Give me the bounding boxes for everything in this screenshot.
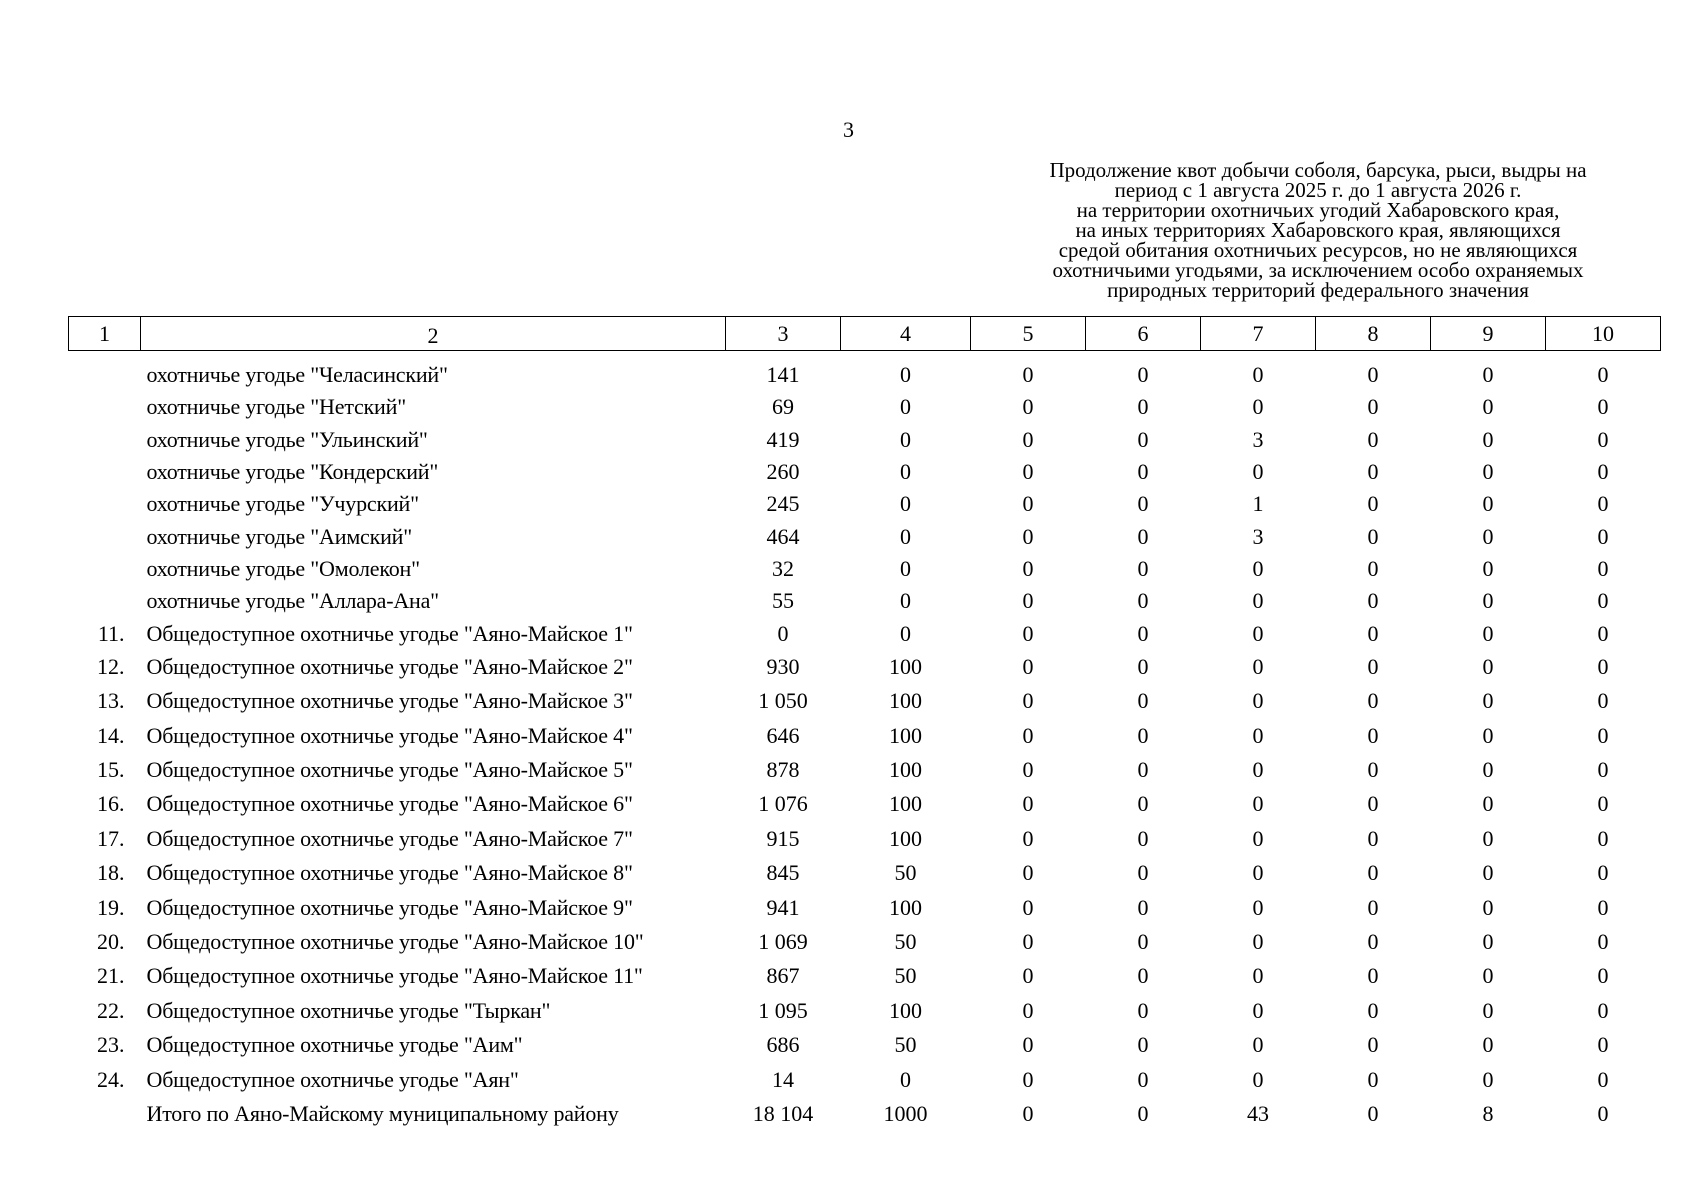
cell-col-8: 0 bbox=[1367, 523, 1379, 549]
cell-col-7: 0 bbox=[1252, 825, 1264, 851]
cell-col-4: 0 bbox=[900, 1066, 911, 1092]
cell-col-5: 0 bbox=[1022, 928, 1034, 954]
cell-col-5: 0 bbox=[1022, 588, 1034, 614]
cell-col-9: 0 bbox=[1482, 653, 1494, 679]
cell-col-5: 0 bbox=[1022, 791, 1034, 817]
row-name: Общедоступное охотничье угодье "Аяно-Майское 2" bbox=[146, 653, 633, 679]
cell-col-6: 0 bbox=[1137, 688, 1149, 714]
table-row bbox=[69, 1097, 1661, 1131]
cell-col-8: 0 bbox=[1367, 825, 1379, 851]
row-name: Общедоступное охотничье угодье "Аяно-Майское 6" bbox=[146, 791, 633, 817]
cell-col-4: 0 bbox=[900, 491, 911, 517]
cell-col-10: 0 bbox=[1597, 860, 1609, 886]
cell-col-4: 50 bbox=[894, 928, 917, 954]
row-name: Общедоступное охотничье угодье "Аим" bbox=[146, 1032, 523, 1058]
cell-col-10: 0 bbox=[1597, 722, 1609, 748]
row-name: охотничье угодье "Ульинский" bbox=[146, 426, 428, 452]
title-line: охотничьими угодьями, за исключением особо охраняемых bbox=[1052, 258, 1584, 282]
table-row bbox=[69, 994, 1661, 1028]
cell-col-7: 0 bbox=[1252, 459, 1264, 485]
cell-col-7: 0 bbox=[1252, 620, 1264, 646]
row-number: 19. bbox=[97, 894, 125, 920]
table-row bbox=[69, 822, 1661, 856]
cell-col-9: 0 bbox=[1482, 426, 1494, 452]
quota-table bbox=[68, 316, 1661, 1131]
cell-col-4: 0 bbox=[900, 588, 911, 614]
cell-col-4: 100 bbox=[889, 997, 922, 1023]
table-row bbox=[69, 585, 1661, 617]
cell-col-9: 0 bbox=[1482, 555, 1494, 581]
cell-col-8: 0 bbox=[1367, 722, 1379, 748]
cell-col-3: 464 bbox=[766, 523, 800, 549]
row-name: Общедоступное охотничье угодье "Аяно-Майское 7" bbox=[146, 825, 633, 851]
cell-col-9: 0 bbox=[1482, 394, 1494, 420]
row-name: Общедоступное охотничье угодье "Аяно-Майское 10" bbox=[146, 928, 644, 954]
column-header-8: 8 bbox=[1316, 317, 1431, 351]
cell-col-8: 0 bbox=[1367, 997, 1379, 1023]
column-header-10: 10 bbox=[1546, 317, 1661, 351]
cell-col-9: 0 bbox=[1482, 459, 1494, 485]
cell-col-7: 0 bbox=[1252, 1066, 1264, 1092]
cell-col-9: 8 bbox=[1482, 1100, 1494, 1126]
document-title bbox=[998, 160, 1638, 300]
cell-col-4: 50 bbox=[894, 1032, 917, 1058]
cell-col-8: 0 bbox=[1367, 394, 1379, 420]
cell-col-3: 646 bbox=[766, 722, 800, 748]
cell-col-10: 0 bbox=[1597, 825, 1609, 851]
cell-col-9: 0 bbox=[1482, 588, 1494, 614]
cell-col-7: 0 bbox=[1252, 997, 1264, 1023]
cell-col-6: 0 bbox=[1137, 523, 1149, 549]
table-row bbox=[69, 456, 1661, 488]
table-row bbox=[69, 520, 1661, 552]
table-row bbox=[69, 718, 1661, 752]
row-name: охотничье угодье "Омолекон" bbox=[146, 555, 420, 581]
cell-col-8: 0 bbox=[1367, 426, 1379, 452]
table-header bbox=[69, 317, 1661, 351]
row-number: 12. bbox=[97, 653, 125, 679]
cell-col-3: 245 bbox=[766, 491, 800, 517]
cell-col-8: 0 bbox=[1367, 928, 1379, 954]
cell-col-7: 3 bbox=[1252, 426, 1264, 452]
cell-col-3: 878 bbox=[766, 757, 800, 783]
row-name: Общедоступное охотничье угодье "Аяно-Майское 1" bbox=[146, 620, 633, 646]
cell-col-3: 867 bbox=[766, 963, 800, 989]
row-number: 23. bbox=[97, 1032, 125, 1058]
table-row bbox=[69, 753, 1661, 787]
cell-col-8: 0 bbox=[1367, 757, 1379, 783]
row-name: охотничье угодье "Кондерский" bbox=[146, 459, 439, 485]
cell-col-9: 0 bbox=[1482, 688, 1494, 714]
cell-col-6: 0 bbox=[1137, 722, 1149, 748]
cell-col-6: 0 bbox=[1137, 963, 1149, 989]
title-line: на иных территориях Хабаровского края, являющихся bbox=[1075, 218, 1561, 242]
cell-col-4: 0 bbox=[900, 620, 911, 646]
row-name: Общедоступное охотничье угодье "Аяно-Майское 5" bbox=[146, 757, 633, 783]
cell-col-5: 0 bbox=[1022, 860, 1034, 886]
cell-col-3: 32 bbox=[772, 555, 794, 581]
cell-col-4: 100 bbox=[889, 791, 922, 817]
table-body bbox=[69, 351, 1661, 1132]
cell-col-7: 0 bbox=[1252, 722, 1264, 748]
row-number: 14. bbox=[97, 722, 125, 748]
cell-col-7: 0 bbox=[1252, 963, 1264, 989]
cell-col-8: 0 bbox=[1367, 362, 1379, 388]
cell-col-3: 18 104 bbox=[752, 1100, 814, 1126]
cell-col-5: 0 bbox=[1022, 825, 1034, 851]
column-header-7: 7 bbox=[1201, 317, 1316, 351]
cell-col-5: 0 bbox=[1022, 491, 1034, 517]
cell-col-6: 0 bbox=[1137, 894, 1149, 920]
cell-col-5: 0 bbox=[1022, 688, 1034, 714]
cell-col-5: 0 bbox=[1022, 362, 1034, 388]
cell-col-3: 930 bbox=[766, 653, 800, 679]
column-header-5: 5 bbox=[971, 317, 1086, 351]
cell-col-4: 100 bbox=[889, 722, 922, 748]
row-number bbox=[69, 520, 141, 552]
cell-col-10: 0 bbox=[1597, 1066, 1609, 1092]
cell-col-8: 0 bbox=[1367, 894, 1379, 920]
row-number bbox=[69, 424, 141, 456]
cell-col-7: 0 bbox=[1252, 860, 1264, 886]
cell-col-5: 0 bbox=[1022, 722, 1034, 748]
row-number bbox=[69, 553, 141, 585]
cell-col-7: 1 bbox=[1252, 491, 1264, 517]
cell-col-5: 0 bbox=[1022, 620, 1034, 646]
cell-col-4: 0 bbox=[900, 394, 911, 420]
cell-col-4: 100 bbox=[889, 894, 922, 920]
table-row bbox=[69, 787, 1661, 821]
cell-col-7: 0 bbox=[1252, 394, 1264, 420]
cell-col-3: 419 bbox=[766, 426, 800, 452]
cell-col-6: 0 bbox=[1137, 426, 1149, 452]
cell-col-10: 0 bbox=[1597, 523, 1609, 549]
table-spacer bbox=[69, 351, 1661, 360]
row-number bbox=[69, 359, 141, 391]
cell-col-10: 0 bbox=[1597, 459, 1609, 485]
cell-col-4: 1000 bbox=[883, 1100, 928, 1126]
cell-col-6: 0 bbox=[1137, 362, 1149, 388]
cell-col-10: 0 bbox=[1597, 555, 1609, 581]
cell-col-8: 0 bbox=[1367, 860, 1379, 886]
row-name: охотничье угодье "Аллара-Ана" bbox=[146, 588, 439, 614]
cell-col-9: 0 bbox=[1482, 757, 1494, 783]
title-line: период с 1 августа 2025 г. до 1 августа 2026 г. bbox=[1114, 178, 1522, 202]
cell-col-4: 0 bbox=[900, 426, 911, 452]
cell-col-10: 0 bbox=[1597, 491, 1609, 517]
cell-col-6: 0 bbox=[1137, 620, 1149, 646]
cell-col-6: 0 bbox=[1137, 459, 1149, 485]
cell-col-3: 141 bbox=[766, 362, 800, 388]
row-number bbox=[69, 456, 141, 488]
cell-col-7: 0 bbox=[1252, 555, 1264, 581]
cell-col-6: 0 bbox=[1137, 997, 1149, 1023]
header-row bbox=[69, 317, 1661, 351]
cell-col-8: 0 bbox=[1367, 653, 1379, 679]
cell-col-9: 0 bbox=[1482, 722, 1494, 748]
cell-col-4: 0 bbox=[900, 362, 911, 388]
row-number bbox=[69, 391, 141, 423]
cell-col-8: 0 bbox=[1367, 963, 1379, 989]
cell-col-10: 0 bbox=[1597, 394, 1609, 420]
row-number bbox=[69, 488, 141, 520]
cell-col-6: 0 bbox=[1137, 791, 1149, 817]
cell-col-9: 0 bbox=[1482, 997, 1494, 1023]
cell-col-7: 0 bbox=[1252, 791, 1264, 817]
cell-col-10: 0 bbox=[1597, 963, 1609, 989]
row-name: охотничье угодье "Учурский" bbox=[146, 491, 419, 517]
cell-col-6: 0 bbox=[1137, 825, 1149, 851]
row-number: 22. bbox=[97, 997, 125, 1023]
table-row bbox=[69, 856, 1661, 890]
cell-col-6: 0 bbox=[1137, 757, 1149, 783]
cell-col-6: 0 bbox=[1137, 555, 1149, 581]
cell-col-9: 0 bbox=[1482, 860, 1494, 886]
cell-col-10: 0 bbox=[1597, 588, 1609, 614]
cell-col-4: 50 bbox=[894, 860, 917, 886]
cell-col-10: 0 bbox=[1597, 757, 1609, 783]
table-row bbox=[69, 959, 1661, 993]
cell-col-10: 0 bbox=[1597, 997, 1609, 1023]
table-row bbox=[69, 1062, 1661, 1096]
table-row bbox=[69, 359, 1661, 391]
cell-col-6: 0 bbox=[1137, 588, 1149, 614]
cell-col-6: 0 bbox=[1137, 928, 1149, 954]
cell-col-8: 0 bbox=[1367, 791, 1379, 817]
cell-col-9: 0 bbox=[1482, 928, 1494, 954]
cell-col-6: 0 bbox=[1137, 491, 1149, 517]
cell-col-5: 0 bbox=[1022, 997, 1034, 1023]
cell-col-8: 0 bbox=[1367, 1032, 1379, 1058]
cell-col-7: 0 bbox=[1252, 362, 1264, 388]
cell-col-4: 100 bbox=[889, 653, 922, 679]
cell-col-5: 0 bbox=[1022, 757, 1034, 783]
cell-col-4: 0 bbox=[900, 555, 911, 581]
cell-col-5: 0 bbox=[1022, 894, 1034, 920]
cell-col-7: 43 bbox=[1247, 1100, 1269, 1126]
cell-col-3: 1 050 bbox=[758, 688, 808, 714]
cell-col-9: 0 bbox=[1482, 1066, 1494, 1092]
cell-col-3: 1 069 bbox=[758, 928, 808, 954]
cell-col-10: 0 bbox=[1597, 791, 1609, 817]
row-name: Общедоступное охотничье угодье "Аяно-Майское 4" bbox=[146, 722, 633, 748]
title-line: средой обитания охотничьих ресурсов, но не являющихся bbox=[1058, 238, 1578, 262]
cell-col-3: 260 bbox=[766, 459, 800, 485]
cell-col-9: 0 bbox=[1482, 825, 1494, 851]
cell-col-3: 14 bbox=[772, 1066, 794, 1092]
cell-col-3: 69 bbox=[772, 394, 794, 420]
cell-col-4: 50 bbox=[894, 963, 917, 989]
cell-col-8: 0 bbox=[1367, 1066, 1379, 1092]
table-row bbox=[69, 617, 1661, 649]
column-header-1: 1 bbox=[69, 317, 141, 351]
table-row bbox=[69, 925, 1661, 959]
cell-col-4: 100 bbox=[889, 825, 922, 851]
cell-col-9: 0 bbox=[1482, 1032, 1494, 1058]
cell-col-5: 0 bbox=[1022, 394, 1034, 420]
cell-col-6: 0 bbox=[1137, 394, 1149, 420]
cell-col-3: 845 bbox=[766, 860, 800, 886]
cell-col-10: 0 bbox=[1597, 894, 1609, 920]
row-name: Общедоступное охотничье угодье "Аяно-Майское 3" bbox=[146, 688, 633, 714]
cell-col-3: 941 bbox=[766, 894, 800, 920]
cell-col-10: 0 bbox=[1597, 426, 1609, 452]
cell-col-7: 0 bbox=[1252, 653, 1264, 679]
cell-col-3: 1 095 bbox=[758, 997, 808, 1023]
cell-col-8: 0 bbox=[1367, 620, 1379, 646]
cell-col-3: 0 bbox=[777, 620, 789, 646]
cell-col-6: 0 bbox=[1137, 860, 1149, 886]
table-row bbox=[69, 424, 1661, 456]
cell-col-5: 0 bbox=[1022, 1032, 1034, 1058]
column-header-9: 9 bbox=[1431, 317, 1546, 351]
row-number: 11. bbox=[97, 620, 125, 646]
cell-col-3: 686 bbox=[766, 1032, 800, 1058]
cell-col-6: 0 bbox=[1137, 1066, 1149, 1092]
cell-col-8: 0 bbox=[1367, 491, 1379, 517]
row-name: Общедоступное охотничье угодье "Аян" bbox=[146, 1066, 519, 1092]
column-header-3: 3 bbox=[726, 317, 841, 351]
row-number: 24. bbox=[97, 1066, 125, 1092]
cell-col-9: 0 bbox=[1482, 620, 1494, 646]
cell-col-6: 0 bbox=[1137, 653, 1149, 679]
table-row bbox=[69, 684, 1661, 718]
table-row bbox=[69, 1028, 1661, 1062]
cell-col-9: 0 bbox=[1482, 791, 1494, 817]
cell-col-10: 0 bbox=[1597, 653, 1609, 679]
table-row bbox=[69, 553, 1661, 585]
cell-col-9: 0 bbox=[1482, 491, 1494, 517]
row-number bbox=[69, 1097, 141, 1131]
cell-col-5: 0 bbox=[1022, 653, 1034, 679]
cell-col-5: 0 bbox=[1022, 426, 1034, 452]
row-name: Общедоступное охотничье угодье "Аяно-Майское 11" bbox=[146, 963, 643, 989]
cell-col-8: 0 bbox=[1367, 688, 1379, 714]
cell-col-10: 0 bbox=[1597, 1032, 1609, 1058]
cell-col-10: 0 bbox=[1597, 1100, 1609, 1126]
row-number: 20. bbox=[97, 928, 125, 954]
cell-col-4: 0 bbox=[900, 523, 911, 549]
title-line: Продолжение квот добычи соболя, барсука, рыси, выдры на bbox=[1049, 158, 1587, 182]
cell-col-9: 0 bbox=[1482, 963, 1494, 989]
cell-col-10: 0 bbox=[1597, 362, 1609, 388]
cell-col-6: 0 bbox=[1137, 1032, 1149, 1058]
row-number: 17. bbox=[97, 825, 125, 851]
cell-col-6: 0 bbox=[1137, 1100, 1149, 1126]
cell-col-9: 0 bbox=[1482, 894, 1494, 920]
cell-col-10: 0 bbox=[1597, 928, 1609, 954]
cell-col-3: 915 bbox=[766, 825, 800, 851]
title-line: на территории охотничьих угодий Хабаровского края, bbox=[1076, 198, 1560, 222]
row-name: охотничье угодье "Аимский" bbox=[146, 523, 413, 549]
cell-col-5: 0 bbox=[1022, 1100, 1034, 1126]
row-name: Общедоступное охотничье угодье "Аяно-Майское 8" bbox=[146, 860, 633, 886]
cell-col-8: 0 bbox=[1367, 588, 1379, 614]
row-name: охотничье угодье "Нетский" bbox=[146, 394, 406, 420]
cell-col-9: 0 bbox=[1482, 362, 1494, 388]
table-row bbox=[69, 391, 1661, 423]
cell-col-7: 0 bbox=[1252, 1032, 1264, 1058]
row-number bbox=[69, 585, 141, 617]
cell-col-5: 0 bbox=[1022, 555, 1034, 581]
cell-col-3: 55 bbox=[772, 588, 794, 614]
table-row bbox=[69, 890, 1661, 924]
cell-col-4: 0 bbox=[900, 459, 911, 485]
cell-col-8: 0 bbox=[1367, 1100, 1379, 1126]
table-row bbox=[69, 488, 1661, 520]
cell-col-10: 0 bbox=[1597, 688, 1609, 714]
title-line: природных территорий федерального значения bbox=[1107, 278, 1529, 302]
cell-col-7: 3 bbox=[1252, 523, 1264, 549]
column-header-2: 2 bbox=[141, 317, 726, 351]
column-header-6: 6 bbox=[1086, 317, 1201, 351]
row-name: охотничье угодье "Челасинский" bbox=[146, 362, 448, 388]
table-row bbox=[69, 650, 1661, 684]
cell-col-7: 0 bbox=[1252, 894, 1264, 920]
cell-col-5: 0 bbox=[1022, 963, 1034, 989]
cell-col-8: 0 bbox=[1367, 459, 1379, 485]
cell-col-4: 100 bbox=[889, 688, 922, 714]
cell-col-7: 0 bbox=[1252, 688, 1264, 714]
cell-col-7: 0 bbox=[1252, 757, 1264, 783]
row-number: 21. bbox=[97, 963, 125, 989]
cell-col-5: 0 bbox=[1022, 1066, 1034, 1092]
page-number: 3 bbox=[843, 117, 854, 142]
cell-col-4: 100 bbox=[889, 757, 922, 783]
cell-col-7: 0 bbox=[1252, 928, 1264, 954]
cell-col-7: 0 bbox=[1252, 588, 1264, 614]
table-spacer-cell bbox=[69, 351, 1661, 360]
cell-col-8: 0 bbox=[1367, 555, 1379, 581]
cell-col-3: 1 076 bbox=[758, 791, 808, 817]
row-name: Общедоступное охотничье угодье "Тыркан" bbox=[146, 997, 551, 1023]
row-number: 13. bbox=[97, 688, 125, 714]
column-header-4: 4 bbox=[841, 317, 971, 351]
cell-col-10: 0 bbox=[1597, 620, 1609, 646]
row-number: 15. bbox=[97, 757, 125, 783]
cell-col-5: 0 bbox=[1022, 523, 1034, 549]
row-number: 18. bbox=[97, 860, 125, 886]
row-number: 16. bbox=[97, 791, 125, 817]
row-name: Общедоступное охотничье угодье "Аяно-Майское 9" bbox=[146, 894, 633, 920]
cell-col-9: 0 bbox=[1482, 523, 1494, 549]
cell-col-5: 0 bbox=[1022, 459, 1034, 485]
row-name: Итого по Аяно-Майскому муниципальному району bbox=[146, 1100, 619, 1126]
